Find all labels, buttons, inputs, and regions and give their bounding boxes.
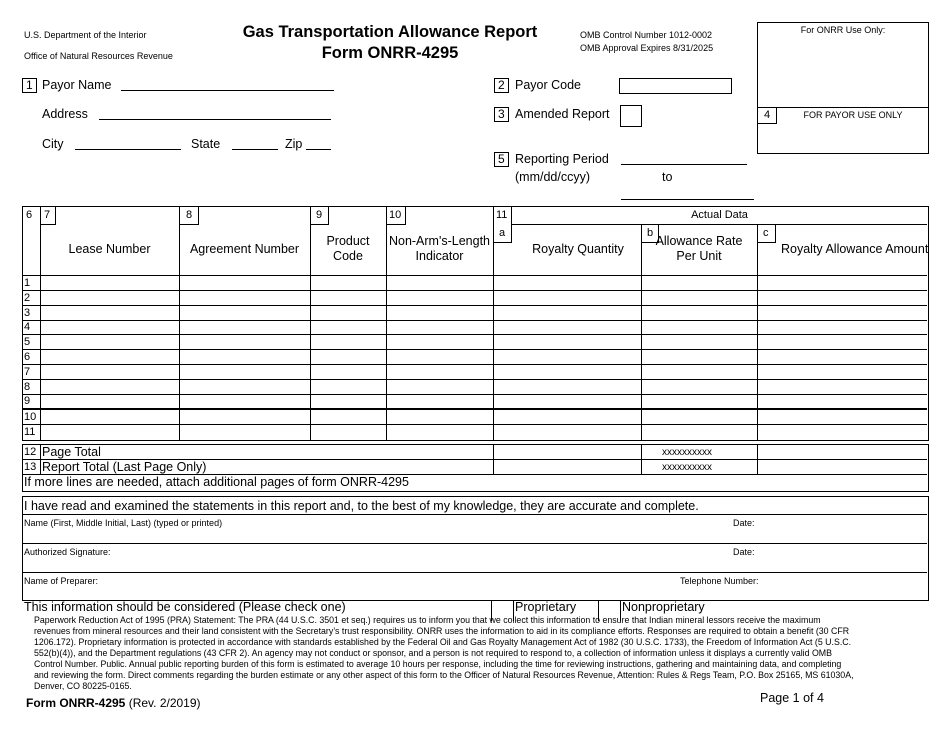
- amended-report-label: Amended Report: [515, 107, 610, 121]
- header-product-line2: Code: [333, 249, 363, 263]
- row-number: 1: [24, 277, 31, 289]
- proprietary-label: Proprietary: [515, 600, 577, 614]
- certification-statement: I have read and examined the statements in this report and, to the best of my knowledge, they are accurate and complete.: [24, 499, 699, 513]
- row-number: 3: [24, 307, 31, 319]
- report-total-label: Report Total (Last Page Only): [42, 460, 207, 474]
- telephone-label: Telephone Number:: [680, 576, 759, 586]
- report-total-rate-masked: xxxxxxxxxx: [662, 462, 712, 473]
- header-allowance-rate-line2: Per Unit: [676, 249, 722, 263]
- address-input[interactable]: [99, 119, 331, 120]
- row-number: 5: [24, 336, 31, 348]
- field-number-2: 2: [494, 78, 509, 93]
- row-number: 8: [24, 381, 31, 393]
- page-total-label: Page Total: [42, 445, 101, 459]
- more-lines-note: If more lines are needed, attach additional pages of form ONRR-4295: [24, 475, 409, 489]
- header-nal-line2: Indicator: [415, 249, 464, 263]
- header-royalty-allowance-amount: Royalty Allowance Amount: [781, 242, 929, 256]
- col-letter-b: b: [647, 227, 654, 239]
- row-number: 9: [24, 395, 31, 407]
- col-number-6: 6: [26, 209, 33, 221]
- col-letter-a: a: [499, 227, 506, 239]
- row-number: 10: [24, 411, 37, 423]
- reporting-period-label: Reporting Period: [515, 152, 609, 166]
- field-number-13: 13: [24, 461, 37, 473]
- col-number-8: 8: [186, 209, 193, 221]
- field-number-5: 5: [494, 152, 509, 167]
- department-name: U.S. Department of the Interior: [24, 30, 147, 40]
- pra-line: Denver, CO 80225-0165.: [34, 681, 132, 691]
- col-number-11: 11: [496, 209, 508, 221]
- col-letter-c: c: [763, 227, 769, 239]
- office-name: Office of Natural Resources Revenue: [24, 51, 173, 61]
- onrr-use-label: For ONRR Use Only:: [800, 25, 886, 35]
- state-input[interactable]: [232, 149, 278, 150]
- pra-line: and reviewing the form. Direct comments regarding the burden estimate or any other aspect of this form to the Officer of Natural Resources Revenue, Attention: Rules & Regs Team, P.O. Box 25165, MS 61030A,: [34, 670, 854, 680]
- field-number-3: 3: [494, 107, 509, 122]
- form-title: Gas Transportation Allowance Report: [242, 23, 538, 41]
- confidentiality-prompt: This information should be considered (Please check one): [24, 600, 346, 614]
- onrr-use-box: [757, 22, 929, 154]
- page-total-quantity-input[interactable]: [494, 445, 640, 458]
- report-total-quantity-input[interactable]: [494, 460, 640, 473]
- pra-line: revenues from mineral resources and their land consistent with the Secretary’s trust responsibility. ONRR uses the information to aid in its compliance efforts. Responses are required to obtain a benefit (30 CFR: [34, 626, 850, 636]
- signature-date-label: Date:: [733, 547, 755, 557]
- actual-data-header: Actual Data: [691, 209, 748, 221]
- name-label: Name (First, Middle Initial, Last) (typed or printed): [24, 518, 223, 528]
- page-total-amount-input[interactable]: [758, 445, 926, 458]
- omb-expiration: OMB Approval Expires 8/31/2025: [580, 43, 714, 53]
- period-start-input[interactable]: [621, 164, 747, 165]
- page-total-rate-masked: xxxxxxxxxx: [662, 447, 712, 458]
- row-number: 2: [24, 292, 31, 304]
- row-number: 6: [24, 351, 31, 363]
- field-number-1: 1: [22, 78, 37, 93]
- zip-label: Zip: [285, 137, 303, 151]
- footer-revision: (Rev. 2/2019): [128, 696, 201, 710]
- header-product-line1: Product: [326, 234, 370, 248]
- field-number-12: 12: [24, 446, 37, 458]
- period-end-input[interactable]: [621, 199, 754, 200]
- payor-use-only-label: FOR PAYOR USE ONLY: [803, 110, 903, 120]
- reporting-period-format: (mm/dd/ccyy): [515, 170, 590, 184]
- address-label: Address: [42, 107, 88, 121]
- pra-statement: [34, 615, 926, 692]
- signature-input[interactable]: [24, 557, 724, 570]
- header-agreement-number: Agreement Number: [189, 242, 300, 256]
- page-indicator: Page 1 of 4: [760, 691, 824, 705]
- header-royalty-quantity: Royalty Quantity: [532, 242, 624, 256]
- form-number-title: Form ONRR-4295: [321, 44, 459, 62]
- amended-report-checkbox[interactable]: [620, 105, 642, 127]
- name-date-label: Date:: [733, 518, 755, 528]
- pra-line: 552(b)(4)), and the Department regulations (43 CFR 2). An agency may not conduct or sponsor, and a person is not required to respond to, a collection of information unless it displays a currently valid OMB: [34, 648, 832, 658]
- omb-control-number: OMB Control Number 1012-0002: [580, 30, 713, 40]
- header-lease-number: Lease Number: [68, 242, 151, 256]
- payor-code-input[interactable]: [619, 78, 732, 94]
- row-number: 4: [24, 321, 31, 333]
- signature-label: Authorized Signature:: [24, 547, 111, 557]
- city-label: City: [42, 137, 64, 151]
- field-number-4: 4: [764, 109, 771, 121]
- state-label: State: [191, 137, 221, 151]
- report-total-amount-input[interactable]: [758, 460, 926, 473]
- payor-code-label: Payor Code: [515, 78, 582, 92]
- preparer-input[interactable]: [24, 586, 674, 597]
- col-number-9: 9: [316, 209, 323, 221]
- pra-line: 1206.172). Proprietary information is protected in accordance with standards established by the Federal Oil and Gas Royalty Management Act of 1982 (30 U.S.C. 1733), the Freedom of Information Act (5 U.S.C.: [34, 637, 852, 647]
- zip-input[interactable]: [306, 149, 331, 150]
- header-allowance-rate-line1: Allowance Rate: [655, 234, 743, 248]
- row-number: 7: [24, 366, 31, 378]
- pra-line: Control Number. Public. Annual public reporting burden of this form is estimated to average 10 hours per response, including the time for reviewing instructions, gathering and maintaining data, and completing: [34, 659, 842, 669]
- pra-line: Paperwork Reduction Act of 1995 (PRA) Statement: The PRA (44 U.S.C. 3501 et seq.) requires us to inform you that we collect this information to ensure that Indian mineral lessors receive the maximum: [34, 615, 821, 625]
- form-footer-id: [26, 696, 201, 710]
- preparer-label: Name of Preparer:: [24, 576, 99, 586]
- footer-form-name: Form ONRR-4295: [26, 696, 126, 710]
- col-number-7: 7: [44, 209, 51, 221]
- city-input[interactable]: [75, 149, 181, 150]
- col-number-10: 10: [389, 209, 402, 221]
- payor-name-input[interactable]: [121, 90, 334, 91]
- nonproprietary-label: Nonproprietary: [622, 600, 705, 614]
- row-number: 11: [24, 426, 36, 438]
- period-to-label: to: [662, 170, 673, 184]
- payor-name-label: Payor Name: [42, 78, 112, 92]
- header-nal-line1: Non-Arm's-Length: [388, 234, 491, 248]
- name-input[interactable]: [24, 528, 724, 541]
